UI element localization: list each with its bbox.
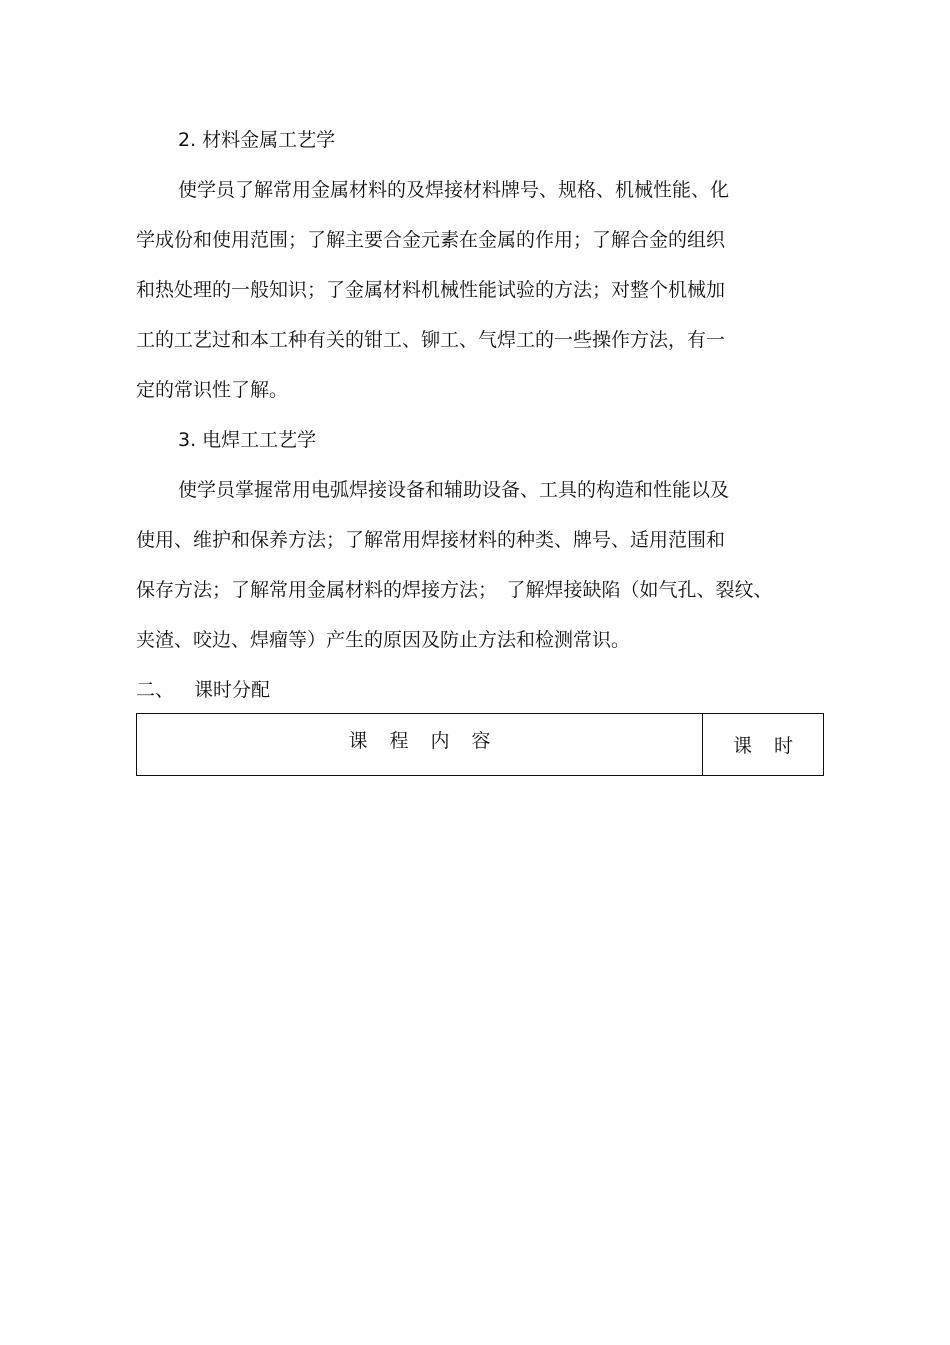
table-header-row xyxy=(137,714,824,776)
section3-heading: 3. 电焊工工艺学 xyxy=(178,429,317,451)
paragraph-line: 使用、维护和保养方法；了解常用焊接材料的种类、牌号、适用范围和 xyxy=(136,529,726,551)
paragraph-line: 学成份和使用范围；了解主要合金元素在金属的作用；了解合金的组织 xyxy=(136,229,726,251)
class-hours-table xyxy=(136,713,824,776)
paragraph-line: 夹渣、咬边、焊瘤等）产生的原因及防止方法和检测常识。 xyxy=(136,629,631,651)
paragraph-line: 定的常识性了解。 xyxy=(136,379,289,401)
paragraph-line: 工的工艺过和本工种有关的钳工、铆工、气焊工的一些操作方法，有一 xyxy=(136,329,726,351)
part2-title: 课时分配 xyxy=(194,679,271,701)
header-class-hours: 课时 xyxy=(703,714,824,776)
paragraph-line: 使学员掌握常用电弧焊接设备和辅助设备、工具的构造和性能以及 xyxy=(178,479,730,501)
header-course-content: 课程内容 xyxy=(137,714,703,776)
paragraph-line: 使学员了解常用金属材料的及焊接材料牌号、规格、机械性能、化 xyxy=(178,179,730,201)
part2-number: 二、 xyxy=(136,679,175,701)
paragraph-line: 保存方法；了解常用金属材料的焊接方法； 了解焊接缺陷（如气孔、裂纹、 xyxy=(136,579,773,601)
section2-heading: 2. 材料金属工艺学 xyxy=(178,129,336,151)
paragraph-line: 和热处理的一般知识；了金属材料机械性能试验的方法；对整个机械加 xyxy=(136,279,726,301)
